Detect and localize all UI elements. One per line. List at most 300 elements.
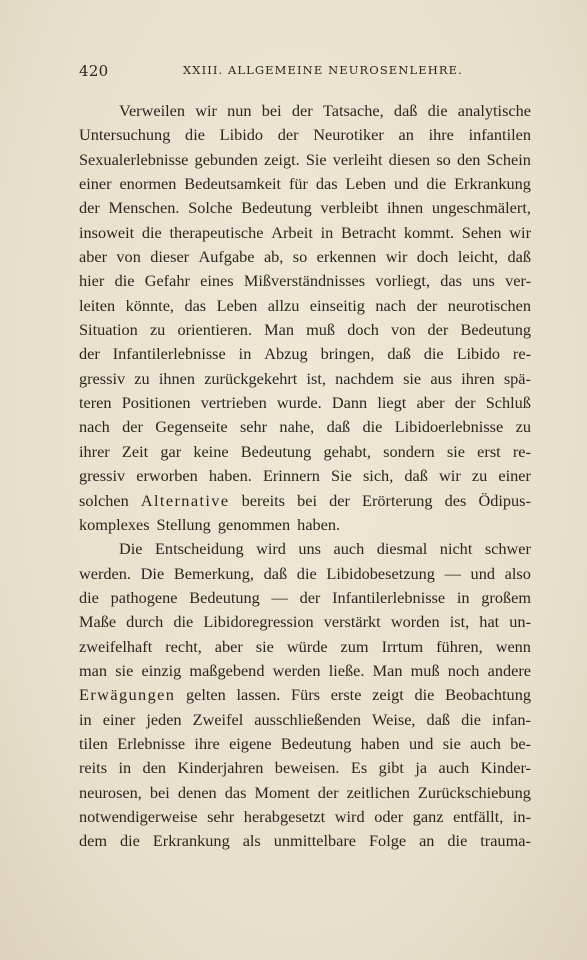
word: ver- (505, 271, 531, 291)
text-line (79, 123, 531, 147)
word: insoweit (79, 222, 135, 242)
word: zeigt (372, 685, 404, 705)
word: also (504, 563, 531, 583)
word: werden. (79, 563, 131, 583)
text-line (79, 99, 531, 123)
text-line (79, 318, 531, 342)
word: orientieren. (177, 320, 253, 340)
word: ja (415, 758, 428, 778)
word: leicht, (457, 247, 499, 267)
word: Bemerkung, (173, 563, 254, 583)
word: die (120, 831, 140, 851)
word: herabgesetzt (243, 806, 326, 826)
word: keine (193, 441, 229, 461)
word: wir (439, 466, 461, 486)
word: Moment (254, 782, 310, 802)
word: zeigt. (263, 149, 300, 169)
word: nun (227, 101, 252, 120)
word: ihre (194, 733, 220, 753)
word: Zurückschiebung (417, 782, 531, 802)
word: gibt (378, 758, 404, 778)
word: Sexualerlebnisse (79, 149, 189, 169)
word: dem (79, 831, 108, 851)
word: die (423, 344, 444, 364)
word: der (317, 782, 339, 802)
word: in (79, 709, 92, 729)
word: haben (360, 733, 400, 753)
text-line (79, 732, 531, 756)
word: andere (487, 660, 531, 680)
text-line (79, 683, 531, 707)
word: Zeit (121, 441, 149, 461)
word: so (436, 149, 451, 169)
word: Verweilen (119, 101, 185, 120)
word: Fürs (291, 685, 320, 705)
word: die (141, 222, 162, 242)
word: ihren (461, 368, 495, 388)
word: ab, (263, 247, 284, 267)
word: verstärkt (323, 612, 381, 632)
word: uns (298, 539, 322, 559)
word: zurückgekehrt (204, 368, 298, 388)
word: Bedeutung (240, 441, 312, 461)
word: Bedeutung (189, 587, 260, 607)
word: Positionen (121, 393, 191, 413)
word: für (288, 174, 308, 194)
running-head: XXIII. ALLGEMEINE NEUROSENLEHRE. (183, 63, 463, 77)
word: sie (115, 660, 134, 680)
word: gressiv (79, 368, 126, 388)
word: Situation (79, 320, 138, 340)
word: Libidobesetzung (326, 563, 435, 583)
text-line (79, 464, 531, 488)
word: durch (126, 612, 164, 632)
word: ist, (449, 612, 470, 632)
page-number: 420 (79, 62, 109, 80)
word: un- (509, 612, 531, 632)
word: ganz (412, 806, 444, 826)
word: auch (333, 539, 365, 559)
word: enormen (119, 174, 177, 194)
word: vorliegt, (375, 271, 431, 291)
word: als (242, 831, 261, 851)
word: zu (149, 320, 166, 340)
word: Bedeutung (241, 198, 312, 218)
word: wurde. (276, 393, 322, 413)
word: auch (438, 758, 470, 778)
word: den (456, 149, 481, 169)
word: zu (471, 466, 488, 486)
word: diesmal (376, 539, 428, 559)
word: ihnen (158, 368, 196, 388)
word: lassen. (236, 685, 281, 705)
word: noch (447, 660, 480, 680)
page-header (79, 62, 527, 82)
word: der (427, 320, 449, 340)
word: und (408, 733, 434, 753)
word: kommt. (403, 222, 455, 242)
word: die (173, 612, 194, 632)
word: wird (256, 539, 286, 559)
word: einer (79, 174, 112, 194)
word: hier (79, 271, 105, 291)
text-line (79, 781, 531, 805)
word: daß (426, 709, 451, 729)
word: erst (477, 441, 501, 461)
word: teren (79, 393, 112, 413)
word: beweisen. (274, 758, 340, 778)
word: Aufgabe (198, 247, 255, 267)
word: notwendigerweise (79, 806, 198, 826)
word: die (185, 125, 205, 145)
word: zu (134, 368, 150, 388)
text-line (79, 586, 531, 610)
word: aber (416, 393, 445, 413)
word: uns (472, 271, 495, 291)
text-line (79, 342, 531, 366)
word: ausschließenden (254, 709, 361, 729)
text-line (79, 245, 531, 269)
word: Erkrankung (454, 174, 531, 194)
word: einzig (141, 660, 182, 680)
text-line (79, 635, 531, 659)
word: infantilen (468, 125, 531, 145)
word: der (416, 295, 438, 315)
word: das (315, 174, 338, 194)
word: ihre (428, 125, 454, 145)
word: ihnen (387, 198, 424, 218)
text-line (79, 221, 531, 245)
word: die (426, 174, 447, 194)
word: dieser (150, 247, 190, 267)
word: nicht (439, 539, 473, 559)
word: Sie (331, 466, 352, 486)
word: analytische (457, 101, 531, 120)
word: sie (446, 441, 465, 461)
word: ist, (306, 368, 326, 388)
word: aber (214, 636, 243, 656)
word: sehr (207, 806, 235, 826)
word: aus (430, 368, 453, 388)
text-line (79, 367, 531, 391)
word: der (79, 198, 100, 218)
word: der (299, 587, 321, 607)
word: Erwägungen (79, 685, 176, 705)
word: wir (195, 101, 217, 120)
word: erste (330, 685, 362, 705)
word: gelten (185, 685, 226, 705)
word: das (224, 782, 247, 802)
word: spä- (503, 368, 531, 388)
word: sondern (383, 441, 435, 461)
word: re- (512, 344, 531, 364)
word: — (271, 587, 288, 607)
word: hat (479, 612, 500, 632)
text-line (79, 196, 531, 220)
word: Sehen (461, 222, 502, 242)
word: Libidoregression (203, 612, 314, 632)
word: daß (387, 344, 411, 364)
word: an (419, 831, 435, 851)
word: reits (79, 758, 108, 778)
word: gressiv (79, 466, 126, 486)
word: be- (510, 733, 531, 753)
text-line (79, 440, 531, 464)
word: die (447, 831, 468, 851)
word: führen, (436, 636, 483, 656)
word: der (122, 417, 143, 437)
word: Solche (188, 198, 233, 218)
word: Bedeutung (460, 320, 531, 340)
word: trauma- (480, 831, 531, 851)
word: Erörterung (362, 490, 433, 510)
word: einer (102, 709, 136, 729)
word: solchen (79, 490, 129, 510)
word: denen (177, 782, 217, 802)
word: Bedeutung (280, 733, 352, 753)
text-line (79, 610, 531, 634)
word: ungeschmälert, (431, 198, 531, 218)
word: Ödipus- (478, 490, 531, 510)
word: diesen (388, 149, 431, 169)
text-line (79, 829, 531, 853)
word: einseitig (309, 295, 365, 315)
word: Alternative (140, 490, 230, 510)
word: muß (410, 660, 440, 680)
word: die (114, 271, 135, 291)
word: maßgebend (189, 660, 265, 680)
word: Kinderjahren (177, 758, 264, 778)
word: zweifelhaft (79, 636, 153, 656)
word: schwer (484, 539, 531, 559)
word: Irrtum (381, 636, 424, 656)
word: bei (149, 782, 170, 802)
word: Infantilerlebnisse (332, 587, 446, 607)
word: bereits (241, 490, 285, 510)
word: das (440, 271, 462, 291)
word: so (292, 247, 308, 267)
word: ließe. (328, 660, 365, 680)
word: Tatsache, (322, 101, 384, 120)
text-line (79, 562, 531, 586)
word: könnte, (125, 295, 174, 315)
word: der (277, 125, 299, 145)
word: re- (512, 441, 531, 461)
word: zum (340, 636, 369, 656)
word: pathogene (110, 587, 178, 607)
word: bei (297, 490, 317, 510)
word: haben. (208, 466, 252, 486)
word: gebunden (194, 149, 258, 169)
word: jeden (146, 709, 182, 729)
word: therapeutische (169, 222, 264, 242)
text-line (79, 294, 531, 318)
word: Gefahr (144, 271, 190, 291)
word: doch (416, 247, 449, 267)
word: unmittelbare (273, 831, 357, 851)
word: vertrieben (200, 393, 267, 413)
word: liegt (377, 393, 407, 413)
word: eigene (229, 733, 272, 753)
word: nahe, (279, 417, 315, 437)
word: Erlebnisse (117, 733, 186, 753)
word: Weise, (372, 709, 416, 729)
word: neurotischen (447, 295, 531, 315)
word: Sie (305, 149, 327, 169)
word: man (79, 660, 108, 680)
word: daß (404, 466, 428, 486)
word: Untersuchung (79, 125, 171, 145)
word: haben. (297, 514, 341, 534)
word: der (454, 393, 476, 413)
word: nachdem (335, 368, 394, 388)
word: Die (140, 563, 165, 583)
word: der (329, 490, 350, 510)
text-line (79, 708, 531, 732)
word: komplexes (79, 514, 150, 534)
word: gehabt, (323, 441, 371, 461)
word: zu (515, 417, 531, 437)
word: Leben (345, 174, 387, 194)
word: und (394, 174, 419, 194)
word: die (461, 709, 481, 729)
word: daß (263, 563, 288, 583)
word: bringen, (320, 344, 375, 364)
word: gar (160, 441, 182, 461)
word: großem (481, 587, 531, 607)
word: Betracht (340, 222, 397, 242)
word: aber (79, 247, 108, 267)
word: zeitlichen (346, 782, 410, 802)
word: bei (261, 101, 282, 120)
word: Libido (219, 125, 264, 145)
word: daß (326, 417, 351, 437)
word: genommen (217, 514, 291, 534)
word: Man (264, 320, 294, 340)
word: wir (385, 247, 408, 267)
word: einer (498, 466, 531, 486)
text-line (79, 269, 531, 293)
word: daß (507, 247, 531, 267)
word: Libido (456, 344, 500, 364)
word: erkennen (316, 247, 377, 267)
word: des (444, 490, 467, 510)
word: in- (512, 806, 531, 826)
word: die (296, 563, 317, 583)
word: Erinnern (262, 466, 320, 486)
text-line (79, 172, 531, 196)
word: von (116, 247, 141, 267)
word: Maße (79, 612, 117, 632)
word: wenn (495, 636, 531, 656)
text-line (79, 756, 531, 780)
word: nach (375, 295, 407, 315)
text-line (79, 391, 531, 415)
word: Leben (216, 295, 258, 315)
word: Beobachtung (445, 685, 531, 705)
word: sie (255, 636, 274, 656)
word: worden (390, 612, 440, 632)
word: verbleibt (320, 198, 379, 218)
word: Schluß (485, 393, 531, 413)
word: Zweifel (192, 709, 244, 729)
word: recht, (165, 636, 202, 656)
word: nach (79, 417, 110, 437)
word: Arbeit (271, 222, 313, 242)
word: und (470, 563, 495, 583)
word: Erkrankung (152, 831, 230, 851)
word: Entscheidung (154, 539, 244, 559)
word: infan- (492, 709, 531, 729)
word: Die (119, 539, 143, 559)
word: Libidoerlebnisse (394, 417, 504, 437)
word: sie (442, 733, 461, 753)
word: in (456, 587, 470, 607)
word: der (79, 344, 100, 364)
word: oder (374, 806, 404, 826)
word: eines (200, 271, 234, 291)
word: muß (306, 320, 336, 340)
word: werden (272, 660, 321, 680)
word: neurosen, (79, 782, 142, 802)
word: Es (350, 758, 368, 778)
word: der (291, 101, 313, 120)
word: Infantilerlebnisse (112, 344, 226, 364)
word: leiten (79, 295, 116, 315)
word: Menschen. (108, 198, 180, 218)
word: die (79, 587, 99, 607)
text-line (79, 805, 531, 829)
word: tilen (79, 733, 108, 753)
word: Abzug (264, 344, 308, 364)
word: wir (509, 222, 531, 242)
word: allzu (267, 295, 300, 315)
word: Kinder- (480, 758, 531, 778)
text-line (79, 513, 531, 537)
word: sie (403, 368, 422, 388)
word: entfällt, (453, 806, 504, 826)
word: den (142, 758, 167, 778)
word: doch (347, 320, 379, 340)
text-line (79, 659, 531, 683)
text-line (79, 537, 531, 561)
word: ihrer (79, 441, 110, 461)
word: sich, (362, 466, 394, 486)
word: von (390, 320, 416, 340)
word: die (427, 101, 448, 120)
word: auch (470, 733, 501, 753)
word: wird (334, 806, 365, 826)
word: in (118, 758, 132, 778)
word: daß (393, 101, 418, 120)
word: würde (286, 636, 328, 656)
word: erworben (136, 466, 198, 486)
word: Gegenseite (155, 417, 228, 437)
word: Stellung (156, 514, 211, 534)
word: in (320, 222, 334, 242)
word: die (414, 685, 435, 705)
word: das (184, 295, 207, 315)
word: Mißverständnisses (243, 271, 366, 291)
word: die (362, 417, 383, 437)
word: Man (372, 660, 403, 680)
word: Dann (331, 393, 368, 413)
text-line (79, 148, 531, 172)
word: Schein (486, 149, 531, 169)
text-line (79, 415, 531, 439)
word: Neurotiker (313, 125, 384, 145)
word: — (444, 563, 461, 583)
